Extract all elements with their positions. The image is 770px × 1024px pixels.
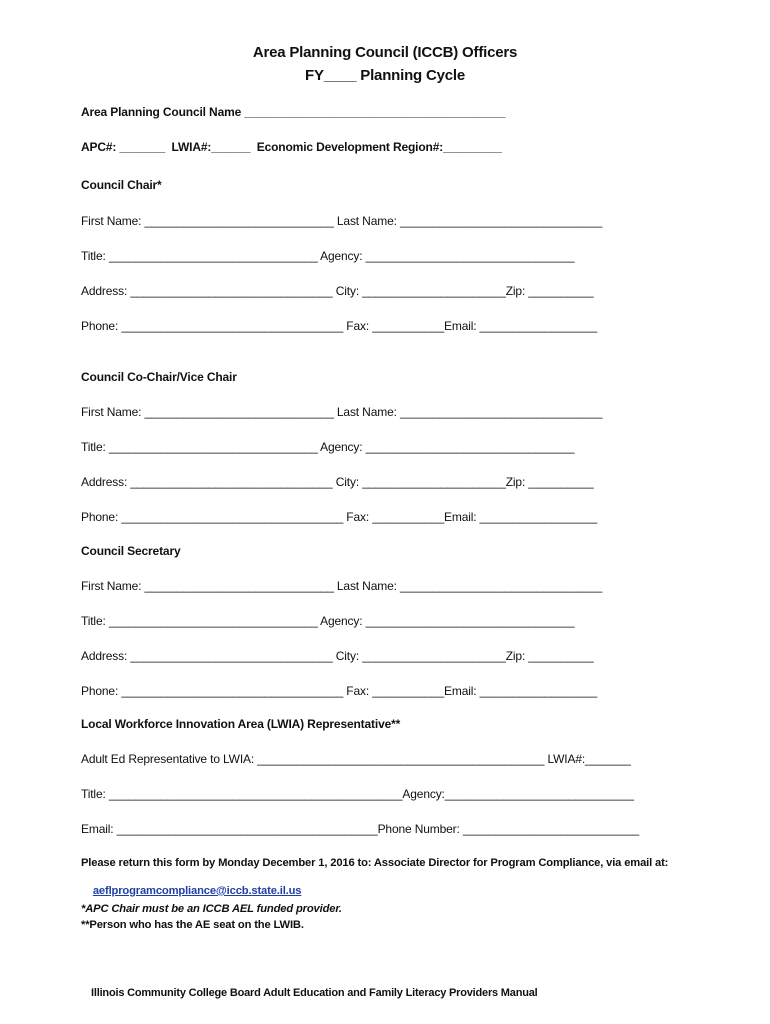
cochair-name-field[interactable]: First Name: _____________________________ Last Name: _______________________________	[81, 405, 603, 419]
form-title: Area Planning Council (ICCB) Officers	[252, 44, 518, 61]
footnote-lwib-seat: **Person who has the AE seat on the LWIB.	[81, 919, 304, 931]
chair-phone-field[interactable]: Phone: __________________________________ Fax: ___________Email: __________________	[81, 319, 598, 333]
return-instructions: Please return this form by Monday December 1, 2016 to: Associate Director for Program Compliance, via email at:	[81, 857, 669, 869]
compliance-email-link[interactable]: aeflprogramcompliance@iccb.state.il.us	[92, 885, 302, 897]
lwia-title-field[interactable]: Title: _____________________________________________Agency:_____________________________	[81, 787, 634, 801]
page-footer: Illinois Community College Board Adult Education and Family Literacy Providers Manual	[91, 987, 538, 999]
apc-lwia-region-field[interactable]: APC#: _______ LWIA#:______ Economic Development Region#:_________	[81, 140, 502, 154]
chair-title-field[interactable]: Title: ________________________________ Agency: ________________________________	[81, 249, 575, 263]
cochair-address-field[interactable]: Address: _______________________________ City: ______________________Zip: __________	[81, 475, 594, 489]
secretary-address-field[interactable]: Address: _______________________________ City: ______________________Zip: __________	[81, 649, 594, 663]
lwia-heading: Local Workforce Innovation Area (LWIA) Representative**	[81, 717, 401, 731]
lwia-rep-field[interactable]: Adult Ed Representative to LWIA: ____________________________________________ LWIA#:_______	[81, 752, 631, 766]
secretary-heading: Council Secretary	[81, 544, 181, 558]
form-subtitle: FY____ Planning Cycle	[304, 67, 466, 84]
cochair-title-field[interactable]: Title: ________________________________ Agency: ________________________________	[81, 440, 575, 454]
secretary-name-field[interactable]: First Name: _____________________________ Last Name: _______________________________	[81, 579, 603, 593]
footnote-apc-chair: *APC Chair must be an ICCB AEL funded provider.	[81, 903, 342, 915]
secretary-title-field[interactable]: Title: ________________________________ Agency: ________________________________	[81, 614, 575, 628]
lwia-email-field[interactable]: Email: ________________________________________Phone Number: ___________________________	[81, 822, 640, 836]
council-name-field[interactable]: Area Planning Council Name ________________________________________	[81, 105, 506, 119]
chair-address-field[interactable]: Address: _______________________________ City: ______________________Zip: __________	[81, 284, 594, 298]
secretary-phone-field[interactable]: Phone: __________________________________ Fax: ___________Email: __________________	[81, 684, 598, 698]
chair-heading: Council Chair*	[81, 178, 162, 192]
chair-name-field[interactable]: First Name: _____________________________ Last Name: _______________________________	[81, 214, 603, 228]
cochair-heading: Council Co-Chair/Vice Chair	[81, 370, 237, 384]
cochair-phone-field[interactable]: Phone: __________________________________ Fax: ___________Email: __________________	[81, 510, 598, 524]
